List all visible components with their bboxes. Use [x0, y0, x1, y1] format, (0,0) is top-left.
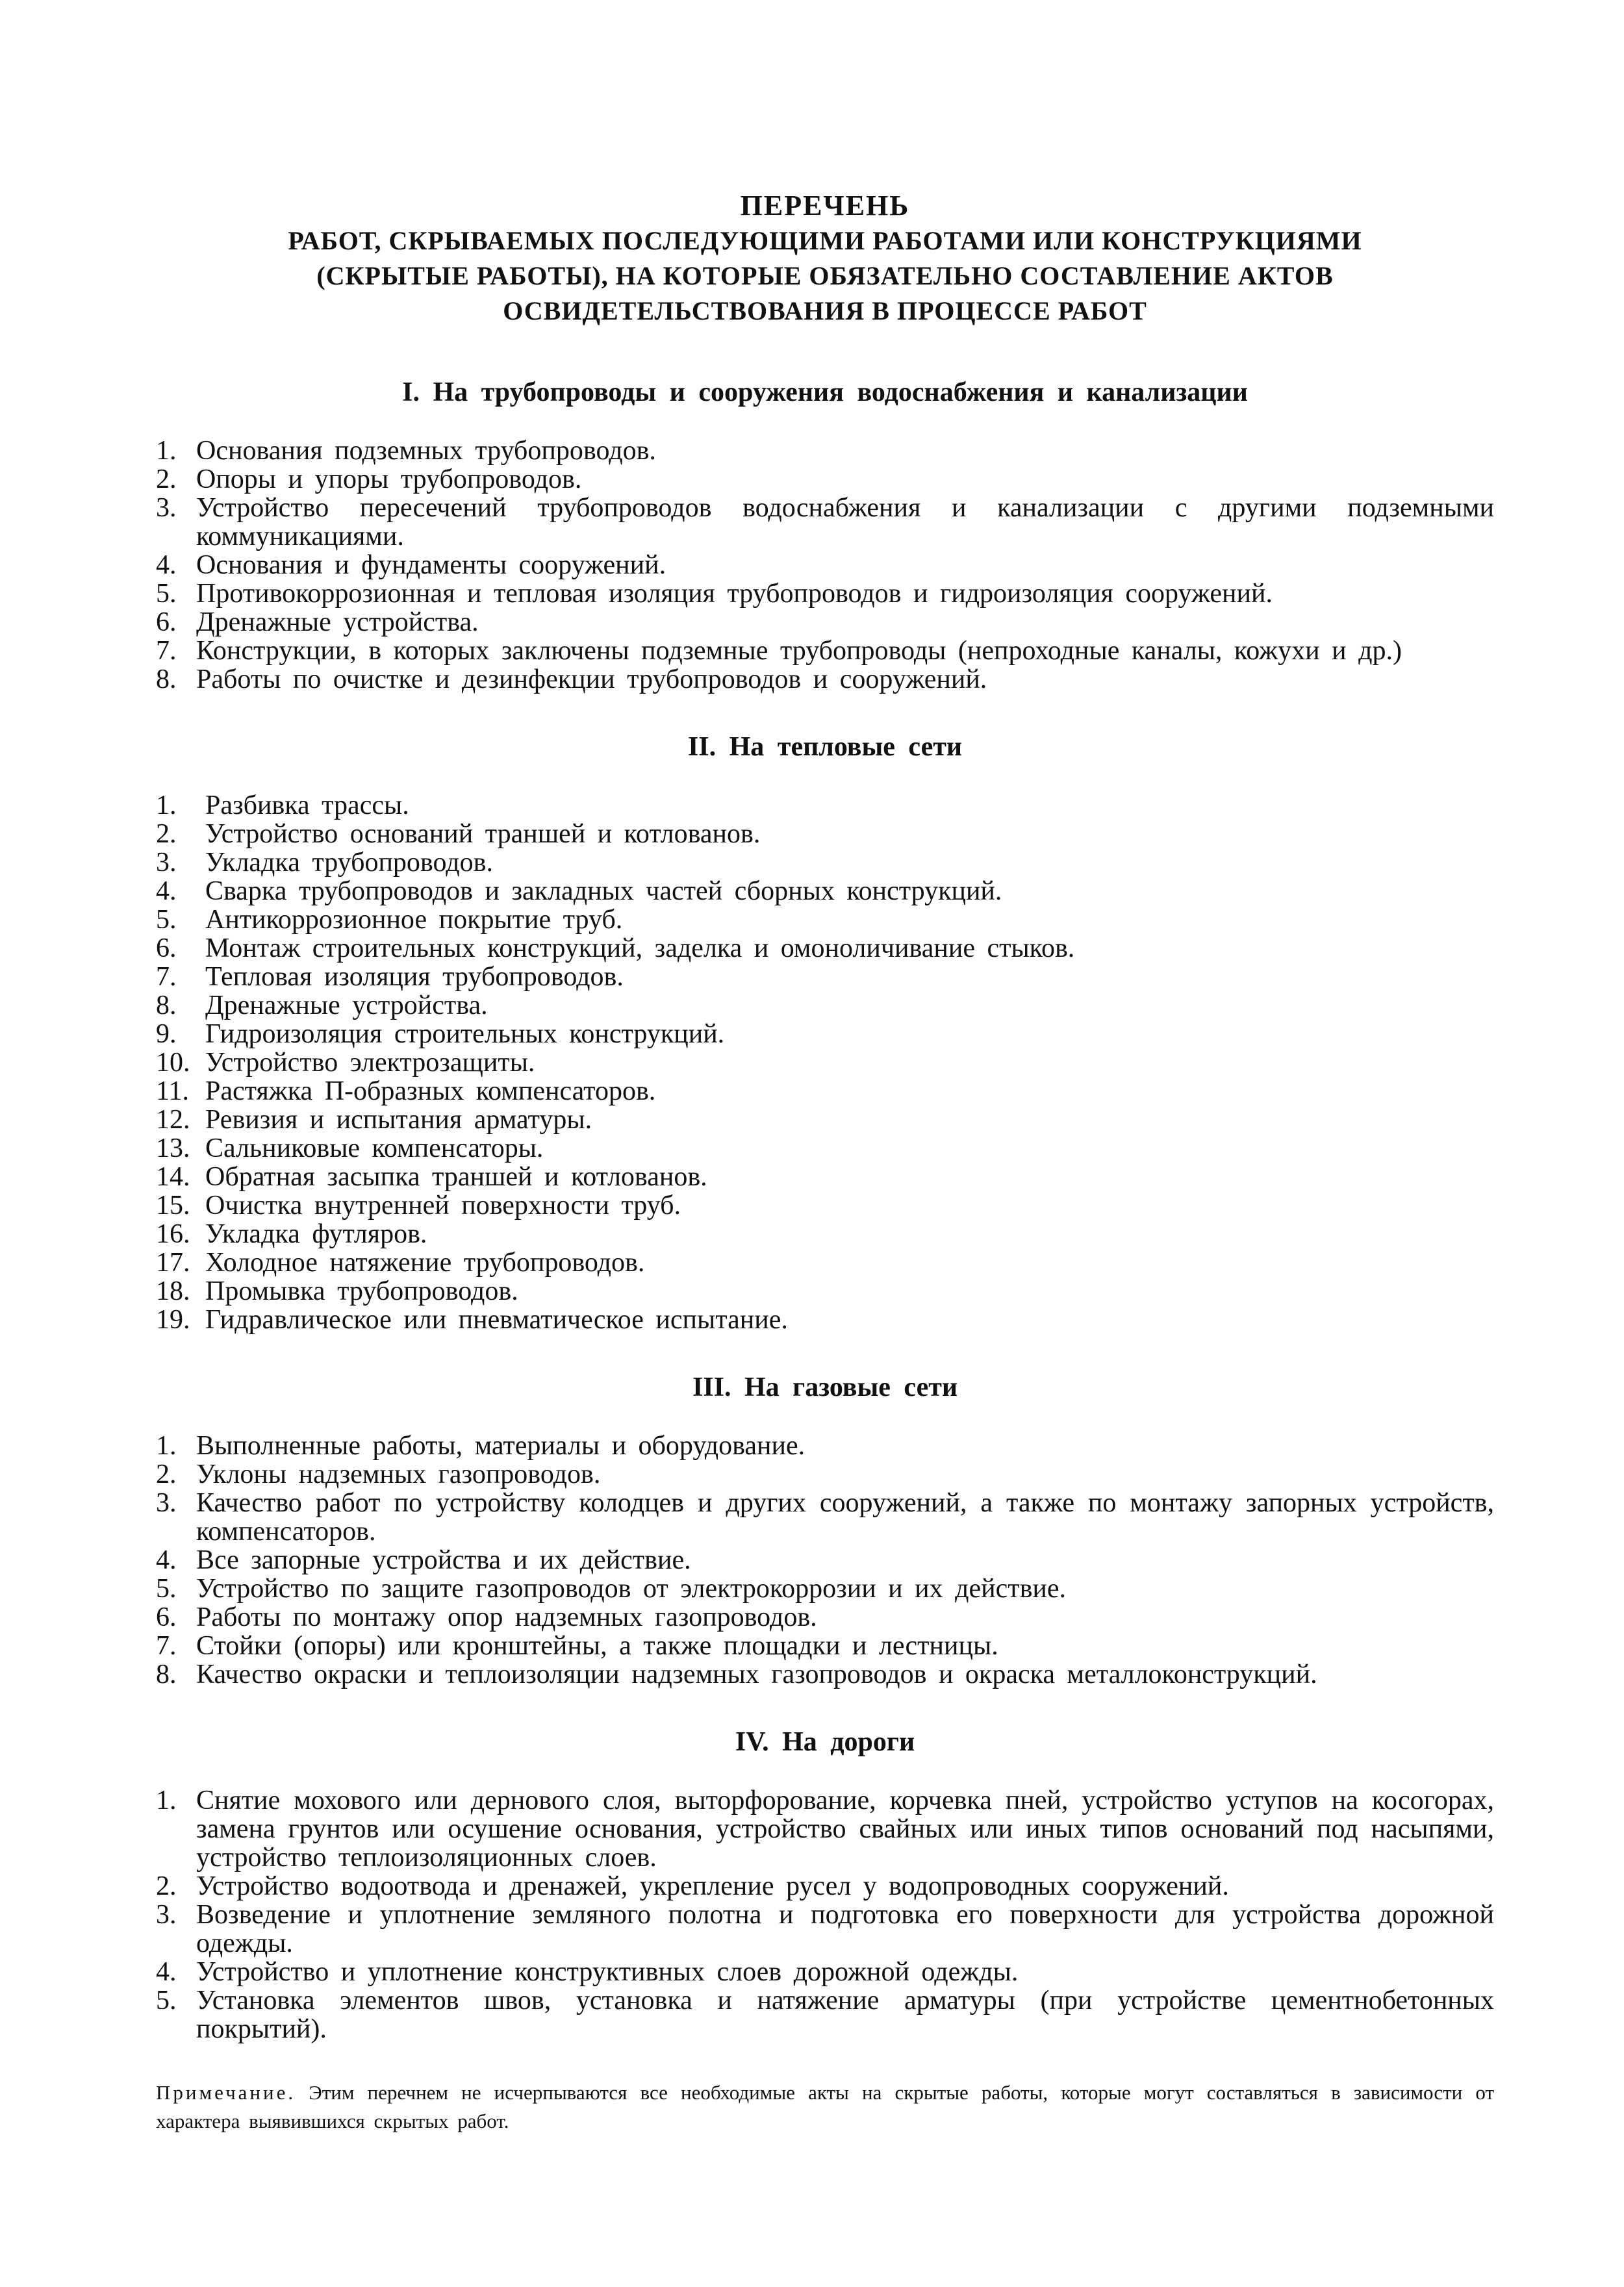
- list-item: [156, 848, 1494, 877]
- list-item: [156, 1786, 1494, 1872]
- item-number: 4.: [156, 550, 177, 580]
- item-number: 17.: [156, 1248, 190, 1278]
- item-text: Устройство водоотвода и дренажей, укрепление русел у водопроводных сооружений.: [196, 1871, 1229, 1901]
- item-number: 4.: [156, 1545, 177, 1575]
- list-item: [156, 1660, 1494, 1689]
- item-number: 2.: [156, 1459, 177, 1489]
- item-number: 5.: [156, 1574, 177, 1604]
- item-number: 3.: [156, 848, 177, 878]
- list-item: [156, 1901, 1494, 1958]
- item-text: Ревизия и испытания арматуры.: [205, 1105, 592, 1135]
- item-text: Сальниковые компенсаторы.: [205, 1133, 544, 1163]
- list-item: [156, 665, 1494, 694]
- item-text: Гидроизоляция строительных конструкций.: [205, 1019, 725, 1049]
- item-number: 5.: [156, 579, 177, 609]
- item-text: Выполненные работы, материалы и оборудование.: [196, 1431, 806, 1461]
- item-text: Противокоррозионная и тепловая изоляция трубопроводов и гидроизоляция сооружений.: [196, 579, 1273, 609]
- item-number: 8.: [156, 664, 177, 694]
- item-number: 9.: [156, 1019, 177, 1049]
- item-text: Тепловая изоляция трубопроводов.: [205, 962, 624, 992]
- list-item: [156, 465, 1494, 494]
- item-text: Работы по очистке и дезинфекции трубопроводов и сооружений.: [196, 664, 987, 694]
- item-number: 2.: [156, 464, 177, 494]
- list-item: [156, 877, 1494, 905]
- list-item: [156, 1248, 1494, 1277]
- list-item: [156, 1020, 1494, 1048]
- list-item: [156, 1958, 1494, 1986]
- item-number: 1.: [156, 436, 177, 466]
- list-item: [156, 436, 1494, 465]
- list-item: [156, 963, 1494, 991]
- list-item: [156, 1220, 1494, 1248]
- list-item: [156, 551, 1494, 579]
- item-text: Растяжка П-образных компенсаторов.: [205, 1076, 656, 1106]
- section-heading-2: II. На тепловые сети: [687, 732, 963, 762]
- item-text: Укладка футляров.: [205, 1219, 427, 1249]
- item-text: Устройство электрозащиты.: [205, 1048, 535, 1078]
- list-item: [156, 1574, 1494, 1603]
- item-number: 6.: [156, 607, 177, 637]
- list-item: [156, 820, 1494, 848]
- item-text: Установка элементов швов, установка и натяжение арматуры (при устройстве цементнобетонных покрытий).: [196, 1986, 1494, 2044]
- list-item: [156, 1632, 1494, 1660]
- title-line-1: ПЕРЕЧЕНЬ: [740, 190, 910, 221]
- item-number: 6.: [156, 933, 177, 963]
- list-item: [156, 494, 1494, 551]
- title-line-4: ОСВИДЕТЕЛЬСТВОВАНИЯ В ПРОЦЕССЕ РАБОТ: [503, 296, 1147, 325]
- list-item: [156, 1134, 1494, 1163]
- item-text: Антикоррозионное покрытие труб.: [205, 905, 623, 935]
- item-text: Устройство пересечений трубопроводов водоснабжения и канализации с другими подземными коммуникациями.: [196, 493, 1494, 551]
- item-number: 8.: [156, 991, 177, 1020]
- section-list-2: [156, 791, 1494, 1334]
- item-text: Дренажные устройства.: [196, 607, 479, 637]
- list-item: [156, 608, 1494, 637]
- list-item: [156, 1603, 1494, 1632]
- item-text: Качество окраски и теплоизоляции надземных газопроводов и окраска металлоконструкций.: [196, 1660, 1317, 1689]
- item-number: 1.: [156, 1431, 177, 1461]
- list-item: [156, 579, 1494, 608]
- list-item: [156, 905, 1494, 934]
- list-item: [156, 1460, 1494, 1489]
- item-text: Дренажные устройства.: [205, 991, 488, 1020]
- item-text: Сварка трубопроводов и закладных частей сборных конструкций.: [205, 876, 1002, 906]
- title-line-2: РАБОТ, СКРЫВАЕМЫХ ПОСЛЕДУЮЩИМИ РАБОТАМИ ИЛИ КОНСТРУКЦИЯМИ: [288, 226, 1362, 255]
- item-number: 7.: [156, 1631, 177, 1661]
- section-list-1: [156, 436, 1494, 694]
- item-number: 15.: [156, 1191, 190, 1220]
- section-heading-3: III. На газовые сети: [692, 1372, 958, 1402]
- list-item: [156, 637, 1494, 665]
- item-text: Опоры и упоры трубопроводов.: [196, 464, 582, 494]
- item-number: 19.: [156, 1305, 190, 1335]
- item-number: 16.: [156, 1219, 190, 1249]
- section-heading-1: I. На трубопроводы и сооружения водоснабжения и канализации: [402, 377, 1248, 407]
- list-item: [156, 1872, 1494, 1901]
- item-text: Разбивка трассы.: [205, 790, 409, 820]
- item-text: Укладка трубопроводов.: [205, 848, 493, 878]
- item-text: Уклоны надземных газопроводов.: [196, 1459, 601, 1489]
- item-text: Качество работ по устройству колодцев и других сооружений, а также по монтажу запорных устройств, компенсаторов.: [196, 1488, 1494, 1547]
- list-item: [156, 1432, 1494, 1460]
- item-text: Гидравлическое или пневматическое испытание.: [205, 1305, 788, 1335]
- list-item: [156, 791, 1494, 820]
- list-item: [156, 1048, 1494, 1077]
- list-item: [156, 1546, 1494, 1574]
- item-text: Основания и фундаменты сооружений.: [196, 550, 666, 580]
- item-number: 7.: [156, 636, 177, 666]
- item-text: Снятие мохового или дернового слоя, выторфорование, корчевка пней, устройство уступов на косогорах, замена грунтов или осушение основания, устройство свайных или иных типов оснований под насыпями, устройство теплоизоляционных слоев.: [196, 1786, 1494, 1873]
- list-item: [156, 1306, 1494, 1334]
- section-list-4: [156, 1786, 1494, 2043]
- item-number: 2.: [156, 819, 177, 849]
- footnote: [156, 2079, 1494, 2136]
- section-list-3: [156, 1432, 1494, 1689]
- item-text: Основания подземных трубопроводов.: [196, 436, 656, 466]
- item-number: 4.: [156, 1957, 177, 1987]
- item-text: Стойки (опоры) или кронштейны, а также площадки и лестницы.: [196, 1631, 998, 1661]
- list-item: [156, 1986, 1494, 2043]
- item-number: 11.: [156, 1076, 189, 1106]
- section-heading-4: IV. На дороги: [735, 1727, 915, 1757]
- item-text: Устройство и уплотнение конструктивных слоев дорожной одежды.: [196, 1957, 1019, 1987]
- note-text: Этим перечнем не исчерпываются все необходимые акты на скрытые работы, которые могут составляться в зависимости от характера выявившихся скрытых работ.: [156, 2081, 1495, 2132]
- list-item: [156, 1277, 1494, 1306]
- item-number: 13.: [156, 1133, 190, 1163]
- item-text: Конструкции, в которых заключены подземные трубопроводы (непроходные каналы, кожухи и др.): [196, 636, 1402, 666]
- item-text: Монтаж строительных конструкций, заделка и омоноличивание стыков.: [205, 933, 1075, 963]
- item-text: Работы по монтажу опор надземных газопроводов.: [196, 1602, 817, 1632]
- list-item: [156, 991, 1494, 1020]
- item-number: 14.: [156, 1162, 190, 1192]
- item-number: 3.: [156, 1900, 177, 1930]
- item-number: 2.: [156, 1871, 177, 1901]
- item-text: Возведение и уплотнение земляного полотна и подготовка его поверхности для устройства дорожной одежды.: [196, 1900, 1494, 1958]
- item-text: Устройство оснований траншей и котлованов.: [205, 819, 761, 849]
- list-item: [156, 1191, 1494, 1220]
- item-number: 3.: [156, 1488, 177, 1518]
- note-label: Примечание.: [156, 2081, 296, 2104]
- list-item: [156, 1489, 1494, 1546]
- item-number: 10.: [156, 1048, 190, 1078]
- item-text: Все запорные устройства и их действие.: [196, 1545, 691, 1575]
- item-text: Холодное натяжение трубопроводов.: [205, 1248, 645, 1278]
- document-page: [156, 188, 1494, 2136]
- item-number: 5.: [156, 1986, 177, 2015]
- item-number: 1.: [156, 790, 177, 820]
- item-number: 8.: [156, 1660, 177, 1689]
- item-number: 12.: [156, 1105, 190, 1135]
- item-text: Промывка трубопроводов.: [205, 1276, 518, 1306]
- item-number: 1.: [156, 1786, 177, 1815]
- item-number: 3.: [156, 493, 177, 523]
- item-text: Очистка внутренней поверхности труб.: [205, 1191, 681, 1220]
- item-number: 18.: [156, 1276, 190, 1306]
- item-number: 6.: [156, 1602, 177, 1632]
- list-item: [156, 1163, 1494, 1191]
- item-text: Устройство по защите газопроводов от электрокоррозии и их действие.: [196, 1574, 1067, 1604]
- item-number: 5.: [156, 905, 177, 935]
- document-title: [156, 188, 1494, 329]
- title-line-3: (СКРЫТЫЕ РАБОТЫ), НА КОТОРЫЕ ОБЯЗАТЕЛЬНО СОСТАВЛЕНИЕ АКТОВ: [316, 261, 1334, 290]
- item-text: Обратная засыпка траншей и котлованов.: [205, 1162, 707, 1192]
- item-number: 7.: [156, 962, 177, 992]
- list-item: [156, 1106, 1494, 1134]
- item-number: 4.: [156, 876, 177, 906]
- list-item: [156, 1077, 1494, 1106]
- list-item: [156, 934, 1494, 963]
